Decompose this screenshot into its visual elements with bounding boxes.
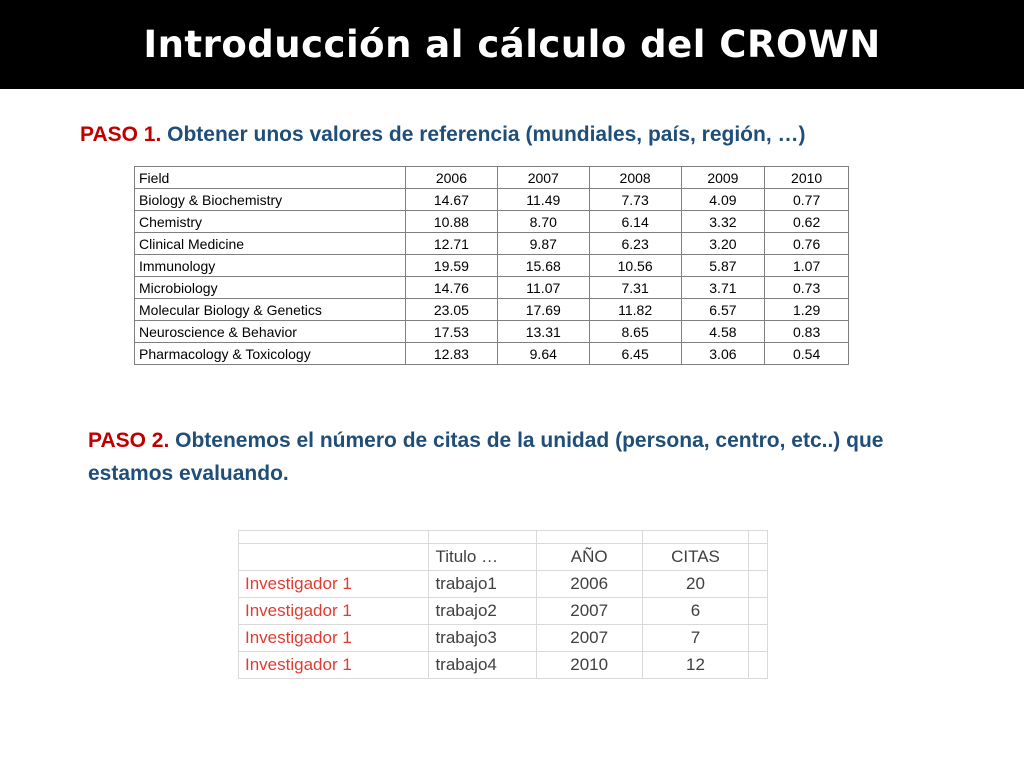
table-cell: 8.70: [497, 211, 589, 233]
empty-cell: [429, 531, 536, 544]
empty-cell: [749, 571, 768, 598]
title-bar: [0, 0, 1024, 89]
table-cell: 3.71: [681, 277, 765, 299]
empty-cell: [749, 652, 768, 679]
table-row: [135, 321, 849, 343]
header-2006: 2006: [406, 167, 498, 189]
field-name: Immunology: [135, 255, 406, 277]
work-title-cell: trabajo3: [429, 625, 536, 652]
field-name: Microbiology: [135, 277, 406, 299]
spreadsheet-top-row: [239, 531, 768, 544]
year-cell: 2006: [536, 571, 642, 598]
table-row: [239, 571, 768, 598]
year-cell: 2007: [536, 625, 642, 652]
table-cell: 3.20: [681, 233, 765, 255]
empty-cell: [642, 531, 749, 544]
table-cell: 15.68: [497, 255, 589, 277]
table-cell: 3.32: [681, 211, 765, 233]
table-cell: 19.59: [406, 255, 498, 277]
empty-cell: [239, 531, 429, 544]
header-ano: AÑO: [536, 544, 642, 571]
table-cell: 6.45: [589, 343, 681, 365]
empty-cell: [749, 531, 768, 544]
step-1-text: Obtener unos valores de referencia (mundiales, país, región, …): [161, 123, 806, 146]
investigator-cell: Investigador 1: [239, 652, 429, 679]
field-name: Clinical Medicine: [135, 233, 406, 255]
header-blank: [239, 544, 429, 571]
header-2007: 2007: [497, 167, 589, 189]
table-cell: 12.83: [406, 343, 498, 365]
table-row: [135, 277, 849, 299]
step-1-label: PASO 1.: [80, 123, 162, 146]
table-cell: 12.71: [406, 233, 498, 255]
field-name: Neuroscience & Behavior: [135, 321, 406, 343]
table-cell: 9.64: [497, 343, 589, 365]
table-cell: 13.31: [497, 321, 589, 343]
table-cell: 6.57: [681, 299, 765, 321]
work-title-cell: trabajo1: [429, 571, 536, 598]
empty-cell: [749, 625, 768, 652]
field-name: Chemistry: [135, 211, 406, 233]
citations-cell: 6: [642, 598, 749, 625]
citations-cell: 20: [642, 571, 749, 598]
step-1: [80, 118, 960, 151]
table-cell: 7.73: [589, 189, 681, 211]
table-cell: 10.56: [589, 255, 681, 277]
table-cell: 6.14: [589, 211, 681, 233]
work-title-cell: trabajo4: [429, 652, 536, 679]
investigator-cell: Investigador 1: [239, 598, 429, 625]
table-cell: 17.69: [497, 299, 589, 321]
table-row: [135, 233, 849, 255]
step-2-label: PASO 2.: [88, 429, 170, 452]
table-cell: 17.53: [406, 321, 498, 343]
table-row: [135, 189, 849, 211]
step-2-text: Obtenemos el número de citas de la unidad (persona, centro, etc..) que estamos evaluando.: [88, 429, 884, 485]
table-row: [239, 652, 768, 679]
investigator-cell: Investigador 1: [239, 625, 429, 652]
table-cell: 11.07: [497, 277, 589, 299]
table-row: [239, 625, 768, 652]
header-field: Field: [135, 167, 406, 189]
table-cell: 10.88: [406, 211, 498, 233]
table-cell: 14.76: [406, 277, 498, 299]
table-cell: 1.07: [765, 255, 849, 277]
citations-table: [238, 530, 768, 679]
empty-cell: [749, 544, 768, 571]
field-name: Biology & Biochemistry: [135, 189, 406, 211]
citations-cell: 12: [642, 652, 749, 679]
table-row: [135, 255, 849, 277]
table-cell: 0.62: [765, 211, 849, 233]
work-title-cell: trabajo2: [429, 598, 536, 625]
field-name: Pharmacology & Toxicology: [135, 343, 406, 365]
table-cell: 3.06: [681, 343, 765, 365]
reference-values-table: [134, 166, 849, 365]
slide-title: Introducción al cálculo del CROWN: [143, 23, 881, 66]
header-citas: CITAS: [642, 544, 749, 571]
table-cell: 0.54: [765, 343, 849, 365]
table-cell: 0.83: [765, 321, 849, 343]
table-cell: 9.87: [497, 233, 589, 255]
table-cell: 11.49: [497, 189, 589, 211]
empty-cell: [749, 598, 768, 625]
table-cell: 7.31: [589, 277, 681, 299]
table-cell: 4.09: [681, 189, 765, 211]
table-cell: 8.65: [589, 321, 681, 343]
header-titulo: Titulo …: [429, 544, 536, 571]
table-cell: 0.76: [765, 233, 849, 255]
header-2008: 2008: [589, 167, 681, 189]
empty-cell: [536, 531, 642, 544]
table-cell: 14.67: [406, 189, 498, 211]
table-cell: 11.82: [589, 299, 681, 321]
table-header-row: [135, 167, 849, 189]
investigator-cell: Investigador 1: [239, 571, 429, 598]
year-cell: 2007: [536, 598, 642, 625]
table-row: [135, 299, 849, 321]
header-2010: 2010: [765, 167, 849, 189]
table-header-row: [239, 544, 768, 571]
year-cell: 2010: [536, 652, 642, 679]
table-cell: 6.23: [589, 233, 681, 255]
table-cell: 23.05: [406, 299, 498, 321]
header-2009: 2009: [681, 167, 765, 189]
table-row: [135, 343, 849, 365]
table-cell: 4.58: [681, 321, 765, 343]
table-row: [239, 598, 768, 625]
table-cell: 5.87: [681, 255, 765, 277]
table-cell: 0.73: [765, 277, 849, 299]
table-cell: 0.77: [765, 189, 849, 211]
table-cell: 1.29: [765, 299, 849, 321]
step-2: [88, 424, 928, 490]
field-name: Molecular Biology & Genetics: [135, 299, 406, 321]
table-row: [135, 211, 849, 233]
citations-cell: 7: [642, 625, 749, 652]
